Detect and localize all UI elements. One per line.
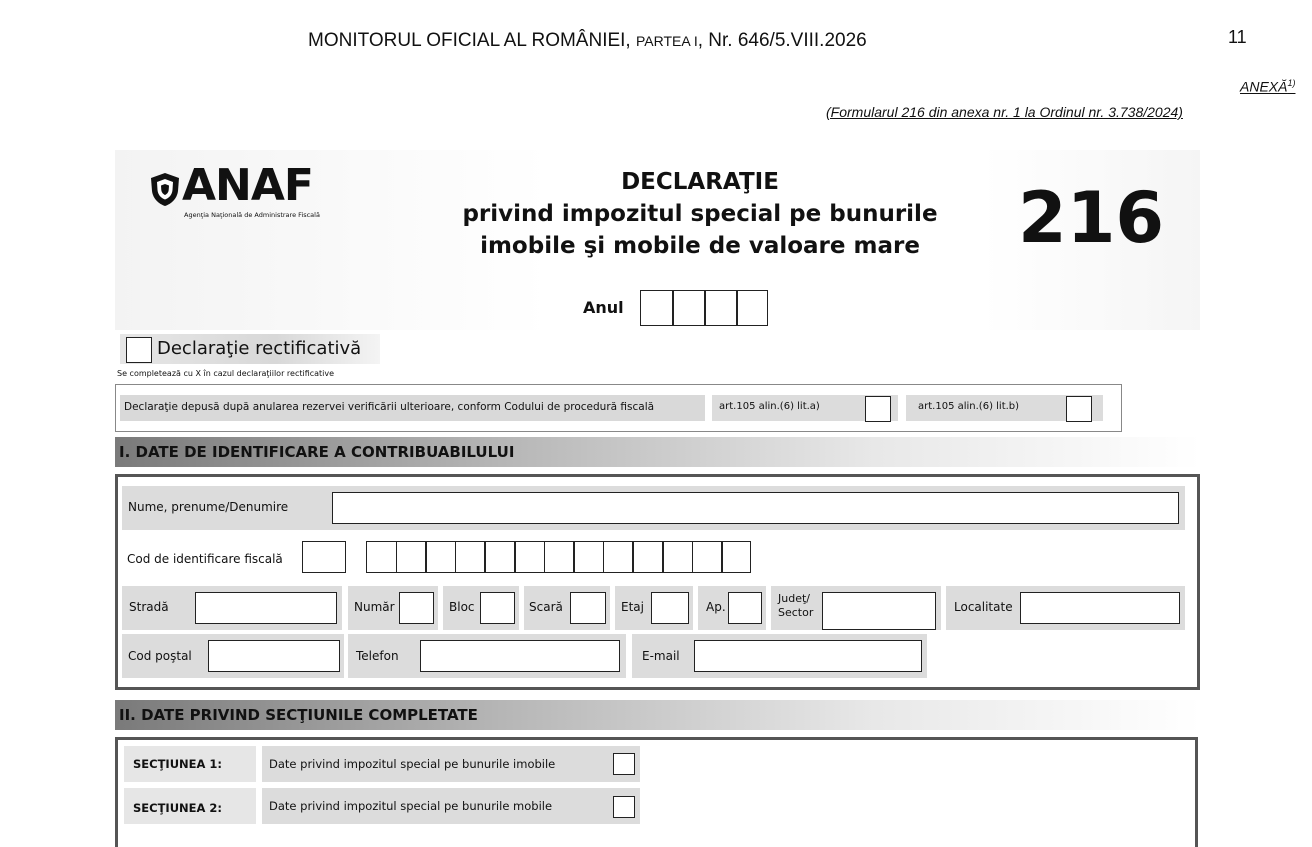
cif-label: Cod de identificare fiscală <box>127 552 283 566</box>
anulare-label: Declaraţie depusă după anularea rezervei verificării ulterioare, conform Codului de procedură fiscală <box>124 401 655 413</box>
anaf-logo <box>148 160 368 225</box>
cif-cell-divider <box>396 542 398 572</box>
strada-label: Stradă <box>129 600 169 614</box>
art-a-checkbox[interactable] <box>865 396 891 422</box>
telefon-label: Telefon <box>356 649 399 663</box>
rectificativa-note: Se completează cu X în cazul declaraţiilor rectificative <box>117 369 335 378</box>
numar-input[interactable] <box>399 592 434 624</box>
annex-label-text: ANEXĂ <box>1240 78 1288 95</box>
numar-label: Număr <box>354 600 395 614</box>
scara-label: Scară <box>529 600 563 614</box>
header-title-main: MONITORUL OFICIAL AL ROMÂNIEI, <box>308 30 631 51</box>
sectiunea2-label: SECŢIUNEA 2: <box>133 801 223 815</box>
page-header-title <box>308 30 867 52</box>
logo-text: ANAF <box>182 160 313 211</box>
cif-cell-divider <box>662 542 664 572</box>
cif-input[interactable] <box>366 541 751 573</box>
cif-cell-divider <box>455 542 457 572</box>
year-input[interactable] <box>640 290 768 326</box>
year-label: Anul <box>583 298 624 317</box>
rectificativa-label: Declaraţie rectificativă <box>157 338 362 359</box>
email-input[interactable] <box>694 640 922 672</box>
form-number: 216 <box>1018 177 1165 259</box>
year-cell-divider <box>704 291 706 325</box>
cif-cell-divider <box>425 542 427 572</box>
localitate-label: Localitate <box>954 600 1013 614</box>
year-cell-divider <box>672 291 674 325</box>
form-title-line2: privind impozitul special pe bunurile <box>462 201 938 227</box>
sectiunea1-checkbox[interactable] <box>613 753 635 775</box>
telefon-input[interactable] <box>420 640 620 672</box>
cif-prefix-cell[interactable] <box>302 541 346 573</box>
sectiunea1-text: Date privind impozitul special pe bunurile imobile <box>269 757 556 771</box>
page-number: 11 <box>1228 27 1247 47</box>
cif-cell-divider <box>721 542 723 572</box>
bloc-input[interactable] <box>480 592 515 624</box>
logo-subtitle: Agenţia Naţională de Administrare Fiscală <box>184 211 320 219</box>
header-title-part: PARTEA I <box>635 33 698 49</box>
strada-input[interactable] <box>195 592 337 624</box>
cif-cell-divider <box>573 542 575 572</box>
cif-cell-divider <box>632 542 634 572</box>
section1-header <box>115 437 1200 467</box>
cif-cell-divider <box>603 542 605 572</box>
section2-heading: II. DATE PRIVIND SECŢIUNILE COMPLETATE <box>119 706 478 724</box>
etaj-label: Etaj <box>621 600 644 614</box>
etaj-input[interactable] <box>651 592 689 624</box>
section1-heading: I. DATE DE IDENTIFICARE A CONTRIBUABILULUI <box>119 443 515 461</box>
ap-label: Ap. <box>706 600 726 614</box>
judet-label-2: Sector <box>778 606 814 619</box>
rectificativa-checkbox[interactable] <box>126 337 152 363</box>
bloc-label: Bloc <box>449 600 475 614</box>
section2-header <box>115 700 1200 730</box>
shield-icon <box>148 171 182 207</box>
year-cell-divider <box>736 291 738 325</box>
form-title-line3: imobile şi mobile de valoare mare <box>480 233 920 259</box>
nume-input[interactable] <box>332 492 1179 524</box>
ap-input[interactable] <box>728 592 762 624</box>
annex-reference: (Formularul 216 din anexa nr. 1 la Ordinul nr. 3.738/2024) <box>826 104 1183 120</box>
art-a-label: art.105 alin.(6) lit.a) <box>719 401 820 412</box>
cod-postal-label: Cod poştal <box>128 649 192 663</box>
cod-postal-input[interactable] <box>208 640 340 672</box>
art-b-checkbox[interactable] <box>1066 396 1092 422</box>
sectiunea2-text: Date privind impozitul special pe bunurile mobile <box>269 799 553 813</box>
sectiunea1-label: SECŢIUNEA 1: <box>133 757 223 771</box>
localitate-input[interactable] <box>1020 592 1180 624</box>
judet-label <box>778 592 813 620</box>
cif-cell-divider <box>514 542 516 572</box>
annex-note: 1) <box>1287 78 1296 88</box>
cif-cell-divider <box>544 542 546 572</box>
form-title <box>440 166 960 262</box>
art-b-label: art.105 alin.(6) lit.b) <box>918 401 1020 412</box>
form-title-line1: DECLARAŢIE <box>621 169 779 195</box>
judet-input[interactable] <box>822 592 936 630</box>
annex-label <box>1240 78 1295 95</box>
judet-label-1: Judeţ/ <box>778 592 810 605</box>
scara-input[interactable] <box>570 592 606 624</box>
nume-label: Nume, prenume/Denumire <box>128 500 289 514</box>
cif-cell-divider <box>692 542 694 572</box>
email-label: E-mail <box>642 649 680 663</box>
cif-cell-divider <box>484 542 486 572</box>
sectiunea2-checkbox[interactable] <box>613 796 635 818</box>
header-title-rest: , Nr. 646/5.VIII.2026 <box>697 30 867 51</box>
